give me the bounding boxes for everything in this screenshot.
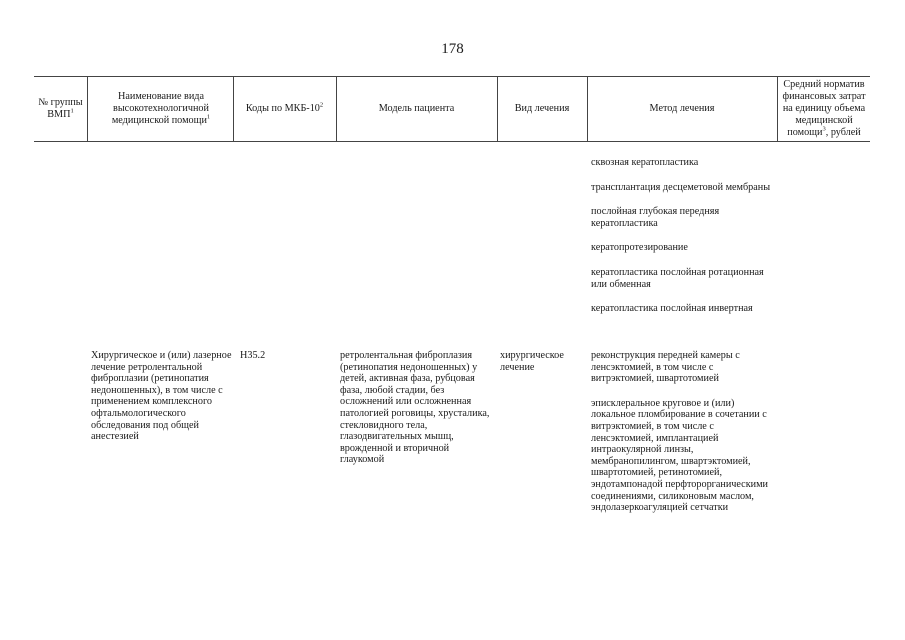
- method-item: послойная глубокая передняя кератопластика: [591, 206, 720, 229]
- header-group-number: № группы ВМП$^1$: [38, 96, 83, 120]
- row-treatment-methods: [591, 350, 775, 527]
- method-item: эписклеральное круговое и (или) локальное пломбирование в сочетании с витрэктомией, в том числе с ленсэктомией, имплантацией интраокулярной линзы, мембранопилингом, швартэктомией, швартотомией, ретинотомией, эндотампонадой перфторорганическими соединениями, силиконовым маслом, эндолазеркоагуляцией сетчатки: [591, 397, 768, 514]
- header-patient-model: Модель пациента: [378, 102, 455, 114]
- method-item: кератопластика послойная инвертная: [591, 303, 753, 315]
- row-icd-codes: H35.2: [240, 350, 266, 361]
- header-cost-standard: Средний норматив финансовых затрат на единицу объема медицинской помощи$^3$, рублей: [782, 78, 866, 138]
- header-care-type: Наименование вида высокотехнологичной медицинской помощи$^1$: [111, 90, 211, 126]
- row-patient-model: ретролентальная фиброплазия (ретинопатия недоношенных) у детей, активная фаза, рубцовая фаза, любой стадии, без осложнений или осложненная патологией роговицы, хрусталика, стекловидного тела, глазодвигательных мышц, врожденной и вторичной глаукомой: [340, 350, 490, 466]
- continued-methods-list: [591, 157, 775, 328]
- method-item: сквозная кератопластика: [591, 157, 699, 168]
- method-item: кератопротезирование: [591, 242, 688, 254]
- header-treatment-type: Вид лечения: [514, 102, 570, 114]
- method-item: кератопластика послойная ротационная или обменная: [591, 266, 764, 290]
- method-item: реконструкция передней камеры с ленсэктомией, в том числе с витрэктомией, швартотомией: [591, 350, 740, 385]
- row-care-type-name: Хирургическое и (или) лазерное лечение ретролентальной фиброплазии (ретинопатия недоношенных), в том числе с применением комплексного офтальмологического обследования под общей анестезией: [91, 350, 232, 443]
- header-icd-codes: Коды по МКБ-$10^2$: [245, 101, 324, 114]
- column-divider: [87, 76, 88, 141]
- page-number: 178: [441, 41, 464, 57]
- row-treatment-type: хирургическое лечение: [500, 350, 564, 373]
- table-header-rule: [34, 141, 870, 142]
- method-item: трансплантация десцеметовой мембраны: [591, 181, 771, 193]
- header-treatment-method: Метод лечения: [649, 102, 715, 114]
